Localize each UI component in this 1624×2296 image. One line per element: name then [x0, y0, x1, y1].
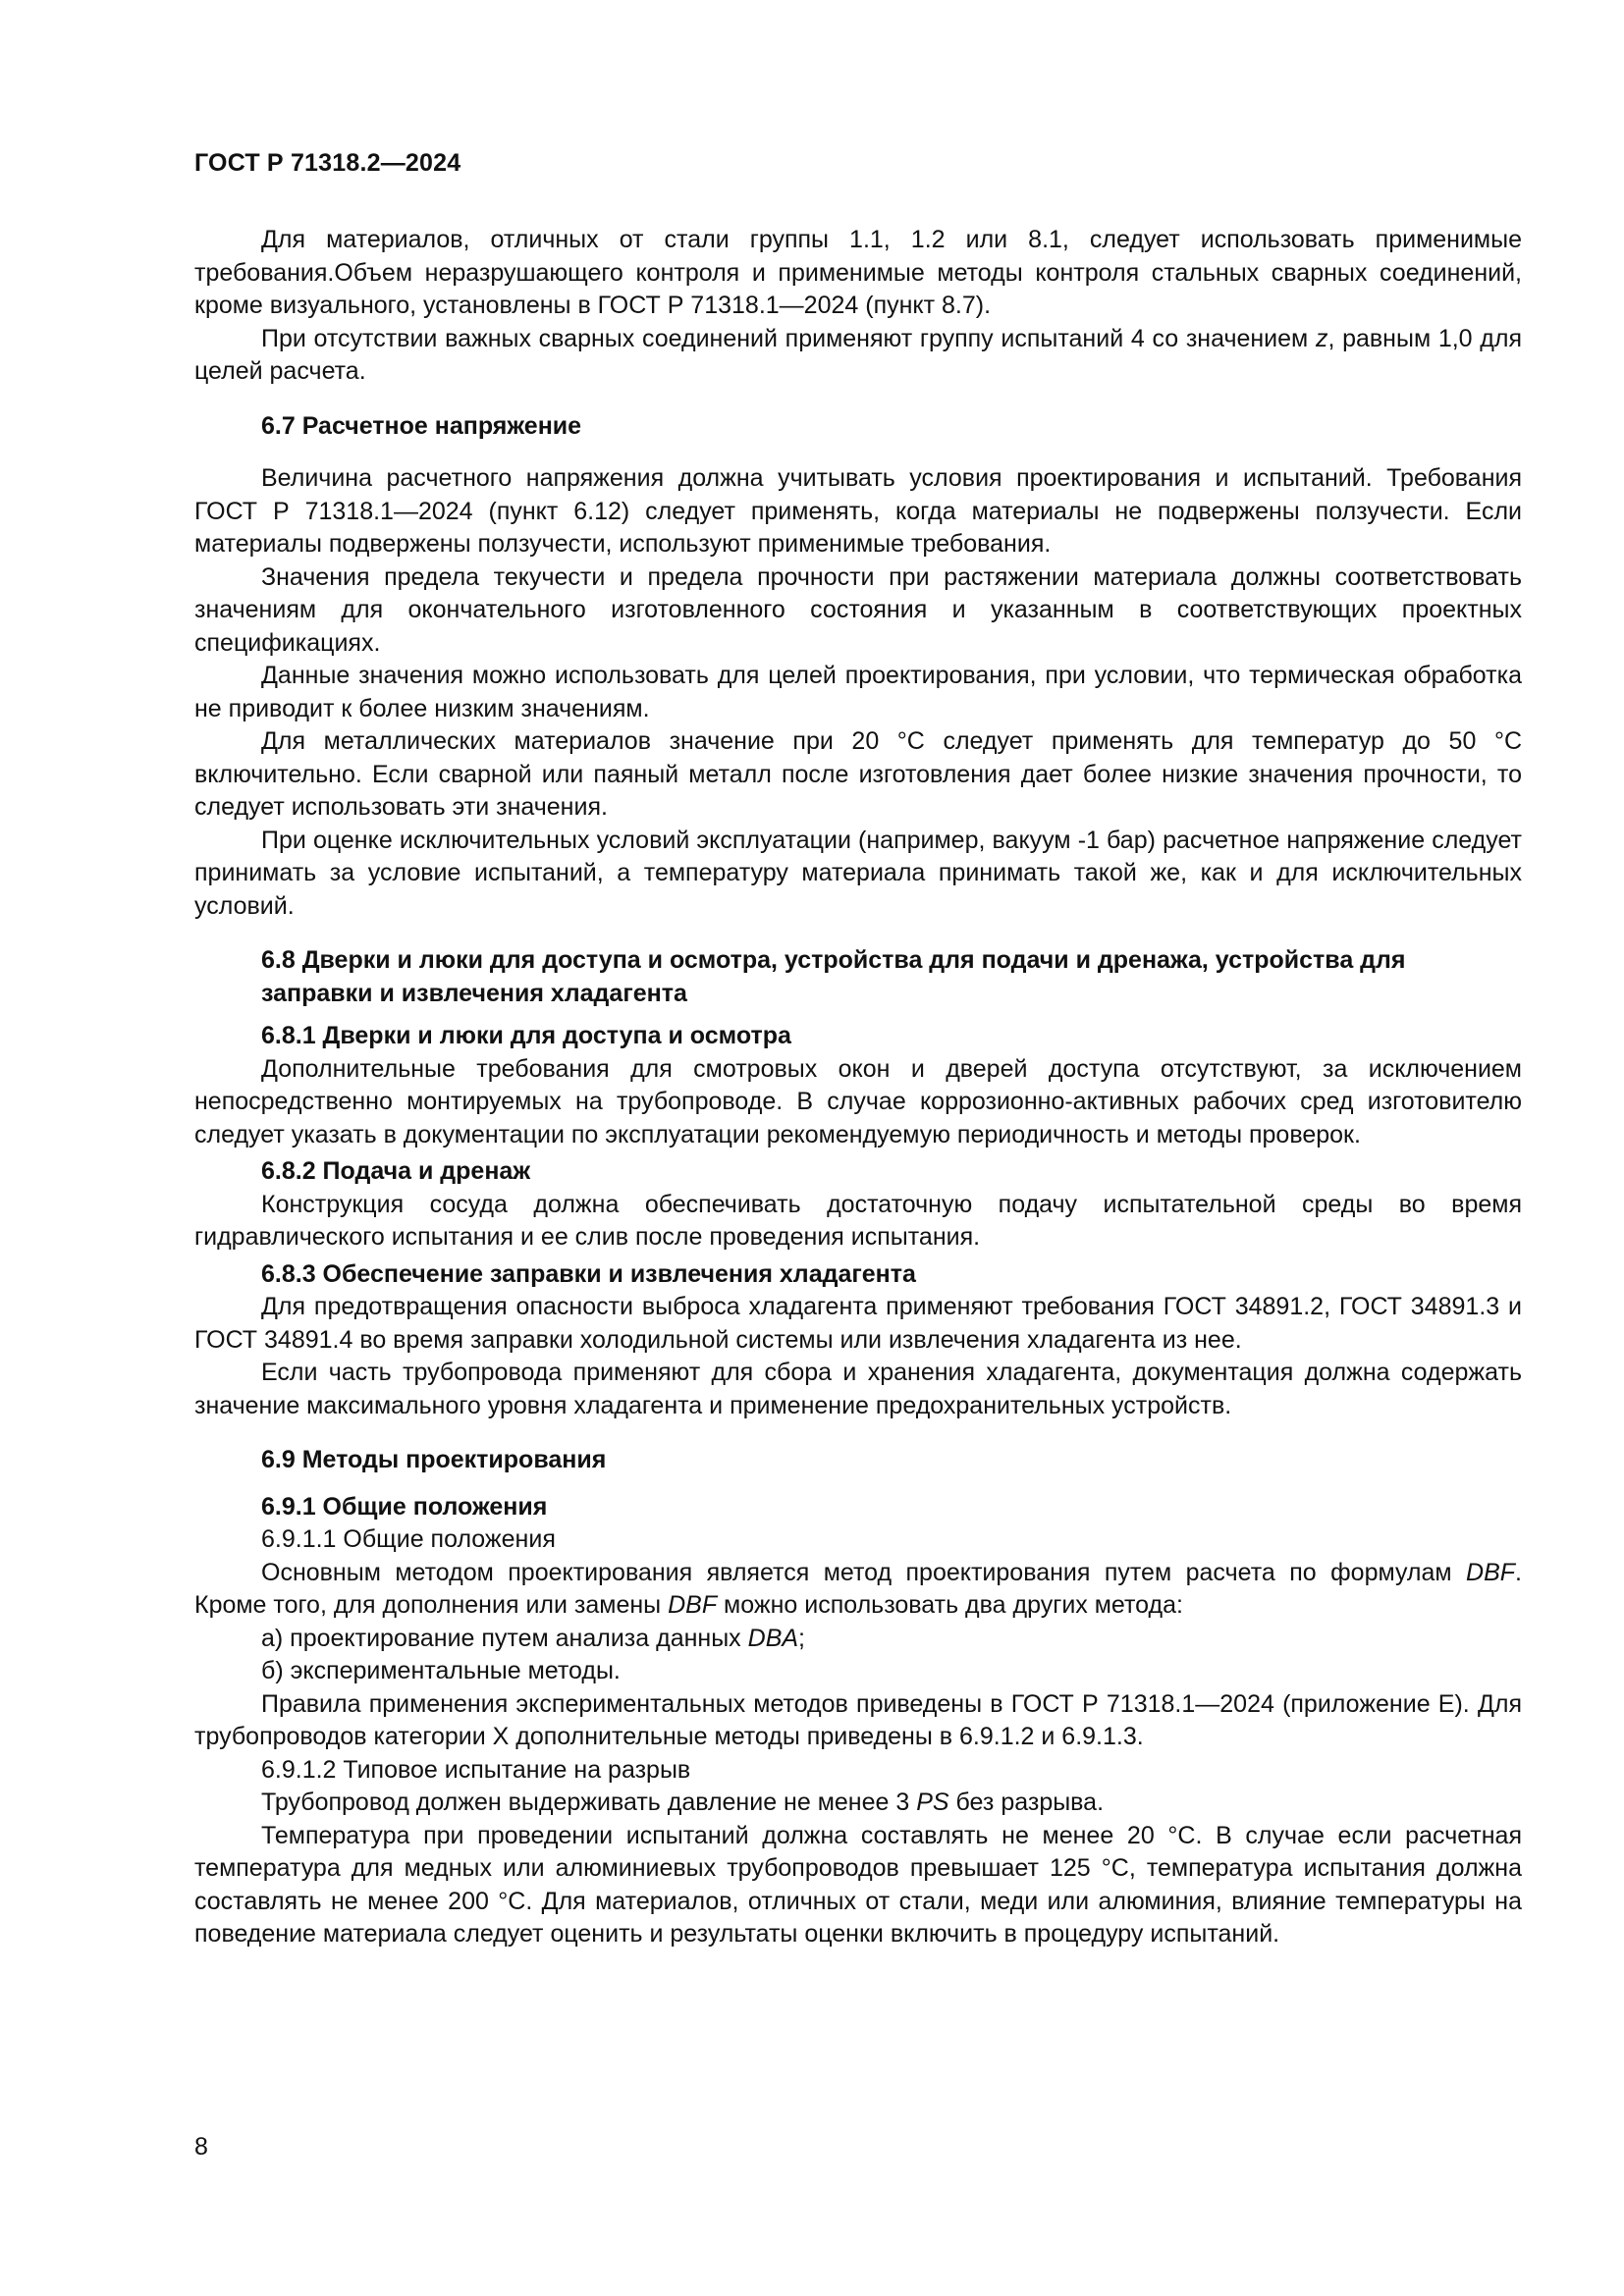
section-6-8-3-paragraph: Для предотвращения опасности выброса хладагента применяют требования ГОСТ 34891.2, ГОСТ 34891.3 и ГОСТ 34891.4 во время заправки холодильной системы или извлечения хладагента из нее. — [194, 1293, 1522, 1354]
section-6-8-1-title: 6.8.1 Дверки и люки для доступа и осмотра — [261, 1022, 791, 1049]
page-number: 8 — [194, 2133, 208, 2161]
document-body — [194, 224, 1522, 1951]
section-6-9-1-2-title: 6.9.1.2 Типовое испытание на разрыв — [261, 1755, 691, 1784]
section-6-8-3-paragraph: Если часть трубопровода применяют для сбора и хранения хладагента, документация должна содержать значение максимального уровня хладагента и применение предохранительных устройств. — [194, 1359, 1522, 1419]
section-6-7-paragraph: Данные значения можно использовать для целей проектирования, при условии, что термическая обработка не приводит к более низким значениям. — [194, 662, 1522, 722]
section-6-8-title: 6.8 Дверки и люки для доступа и осмотра, устройства для подачи и дренажа, устройства для заправки и извлечения хладагента — [261, 946, 1406, 1007]
section-6-8-1-paragraph: Дополнительные требования для смотровых окон и дверей доступа отсутствуют, за исключением непосредственно монтируемых на трубопроводе. В случае коррозионно-активных рабочих сред изготовителю следует указать в документации по эксплуатации рекомендуемую периодичность и методы проверок. — [194, 1054, 1522, 1148]
rules-paragraph: Правила применения экспериментальных методов приведены в ГОСТ Р 71318.1—2024 (приложение Е). Для трубопроводов категории Х дополнительные методы приведены в 6.9.1.2 и 6.9.1.3. — [194, 1689, 1522, 1750]
section-6-9-1-title: 6.9.1 Общие положения — [261, 1492, 548, 1521]
temperature-paragraph: Температура при проведении испытаний должна составлять не менее 20 °С. В случае если расчетная температура для медных или алюминиевых трубопроводов превышает 125 °С, температура испытания должна составлять не менее 200 °С. Для материалов, отличных от стали, меди или алюминия, влияние температуры на поведение материала следует оценить и результаты оценки включить в процедуру испытаний. — [194, 1821, 1522, 1948]
section-6-7-paragraph: Значения предела текучести и предела прочности при растяжении материала должны соответствовать значениям для окончательного изготовленного состояния и указанным в соответствующих проектных спецификациях. — [194, 562, 1522, 657]
section-6-8-2-paragraph: Конструкция сосуда должна обеспечивать достаточную подачу испытательной среды во время гидравлического испытания и ее слив после проведения испытания. — [194, 1190, 1522, 1251]
burst-paragraph: Трубопровод должен выдерживать давление не менее 3 PS без разрыва. — [261, 1789, 1105, 1816]
section-6-7-paragraph: Для металлических материалов значение при 20 °С следует применять для температур до 50 °С включительно. Если сварной или паяный металл после изготовления дает более низкие значения прочности, то следует использовать эти значения. — [194, 727, 1522, 821]
main-method-paragraph: Основным методом проектирования является метод проектирования путем расчета по формулам DBF. Кроме того, для дополнения или замены DBF можно использовать два других метода: — [194, 1558, 1522, 1619]
section-6-8-3-title: 6.8.3 Обеспечение заправки и извлечения хладагента — [261, 1259, 916, 1288]
intro-paragraph-2: При отсутствии важных сварных соединений применяют группу испытаний 4 со значением z, равным 1,0 для целей расчета. — [194, 324, 1522, 385]
intro-paragraph-1: Для материалов, отличных от стали группы 1.1, 1.2 или 8.1, следует использовать применимые требования.Объем неразрушающего контроля и применимые методы контроля стальных сварных соединений, кроме визуального, установлены в ГОСТ Р 71318.1—2024 (пункт 8.7). — [194, 226, 1522, 319]
document-header-code: ГОСТ Р 71318.2—2024 — [194, 149, 461, 177]
list-item-b: б) экспериментальные методы. — [261, 1657, 621, 1684]
section-6-9-title: 6.9 Методы проектирования — [261, 1446, 607, 1473]
section-6-7-title: 6.7 Расчетное напряжение — [261, 411, 582, 440]
list-item-a: а) проектирование путем анализа данных DBA; — [261, 1624, 805, 1652]
section-6-8-2-title: 6.8.2 Подача и дренаж — [261, 1157, 531, 1185]
section-6-7-paragraph: При оценке исключительных условий эксплуатации (например, вакуум -1 бар) расчетное напряжение следует принимать за условие испытаний, а температуру материала принимать такой же, как и для исключительных условий. — [194, 826, 1522, 920]
section-6-9-1-1-title: 6.9.1.1 Общие положения — [261, 1525, 556, 1553]
section-6-7-paragraph: Величина расчетного напряжения должна учитывать условия проектирования и испытаний. Требования ГОСТ Р 71318.1—2024 (пункт 6.12) следует применять, когда материалы не подвержены ползучести. Если материалы подвержены ползучести, используют применимые требования. — [194, 464, 1522, 558]
